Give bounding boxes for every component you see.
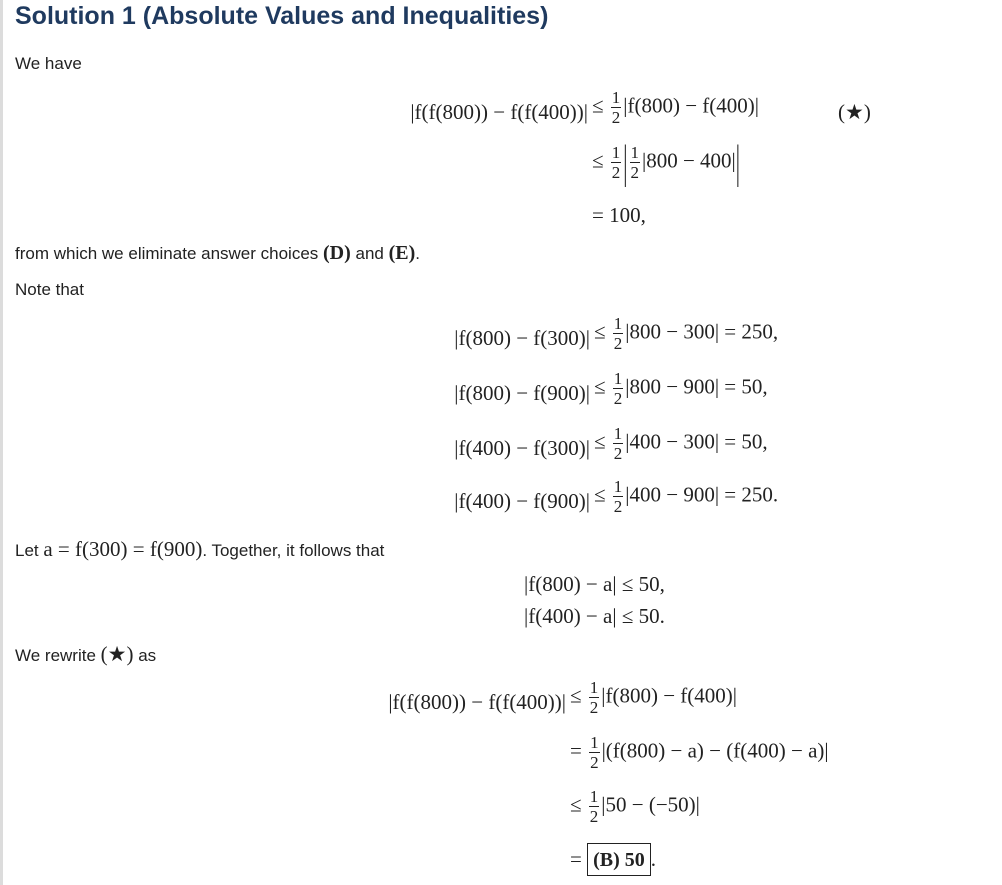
solution-heading: Solution 1 (Absolute Values and Inequalities) bbox=[15, 2, 549, 30]
fraction: $\frac{1}{2}$ bbox=[613, 314, 623, 353]
paragraph-note: Note that bbox=[15, 280, 84, 299]
block1-row-3 bbox=[340, 203, 840, 231]
block2-row: |f(800) − f(300)| ≤ $\frac{1}{2}$ |800 − 300| = 250, bbox=[454, 314, 779, 353]
block1-row1-lhs: |f(f(800)) − f(f(400))| bbox=[410, 100, 588, 124]
block4-row-3: ≤ $\frac{1}{2}$ |50 − (−50)| bbox=[570, 787, 700, 826]
fraction: $\frac{1}{2}$ bbox=[613, 477, 623, 516]
fraction: $\frac{1}{2}$ bbox=[613, 369, 623, 408]
block1-row2-tail: |800 − 400| bbox=[642, 148, 736, 173]
fraction: $\frac{1}{2}$ bbox=[589, 787, 599, 826]
block4-row-2: = $\frac{1}{2}$ |(f(800) − a) − (f(400) − a)| bbox=[570, 733, 829, 772]
block4-row1-lhs: |f(f(800)) − f(f(400))| bbox=[388, 690, 566, 714]
final-answer: (B) 50 bbox=[593, 849, 645, 871]
block3-row: |f(800) − a| ≤ 50, bbox=[524, 572, 665, 596]
block4-row-4: = (B) 50 . bbox=[328, 843, 978, 879]
fraction: $\frac{1}{2}$ bbox=[611, 143, 621, 182]
paragraph-we-have: We have bbox=[15, 54, 82, 73]
left-border bbox=[0, 0, 3, 885]
inline-math-definition: a = f(300) = f(900) bbox=[43, 537, 203, 561]
block3-row: |f(400) − a| ≤ 50. bbox=[524, 604, 665, 628]
block1-row-1 bbox=[340, 88, 1000, 140]
block1-row3-relation: = bbox=[592, 203, 604, 227]
final-answer-box bbox=[587, 843, 651, 876]
block2-row: |f(400) − f(900)| ≤ $\frac{1}{2}$ |400 − 900| = 250. bbox=[454, 477, 779, 516]
block2-row: |f(400) − f(300)| ≤ $\frac{1}{2}$ |400 − 300| = 50, bbox=[454, 424, 768, 463]
block1-row-2: ≤ $\frac{1}{2}$ | $\frac{1}{2}$ |800 − 400|| bbox=[592, 135, 740, 188]
answer-choice-d: (D) bbox=[323, 242, 351, 264]
block1-row1-relation: ≤ bbox=[592, 93, 604, 118]
equation-tag-star: (★) bbox=[838, 100, 871, 124]
paragraph-let: Let a = f(300) = f(900). Together, it follows that bbox=[15, 537, 385, 561]
block1-row3-tail: 100, bbox=[609, 203, 646, 227]
block2-row: |f(800) − f(900)| ≤ $\frac{1}{2}$ |800 − 900| = 50, bbox=[454, 369, 768, 408]
block4-row-1: |f(f(800)) − f(f(400))| ≤ $\frac{1}{2}$ |f(800) − f(400)| bbox=[328, 678, 978, 730]
fraction: $\frac{1}{2}$ bbox=[613, 424, 623, 463]
star-reference: (★) bbox=[100, 642, 134, 666]
fraction: $\frac{1}{2}$ bbox=[589, 678, 599, 717]
paragraph-eliminate: from which we eliminate answer choices (D) and (E). bbox=[15, 242, 420, 264]
paragraph-rewrite: We rewrite (★) as bbox=[15, 642, 157, 666]
fraction: $\frac{1}{2}$ bbox=[630, 143, 639, 182]
block1-row1-tail: |f(800) − f(400)| bbox=[623, 93, 759, 118]
answer-choice-e: (E) bbox=[388, 242, 416, 264]
fraction: $\frac{1}{2}$ bbox=[590, 733, 599, 772]
block1-row2-relation: ≤ bbox=[592, 148, 604, 173]
fraction: $\frac{1}{2}$ bbox=[611, 88, 621, 127]
